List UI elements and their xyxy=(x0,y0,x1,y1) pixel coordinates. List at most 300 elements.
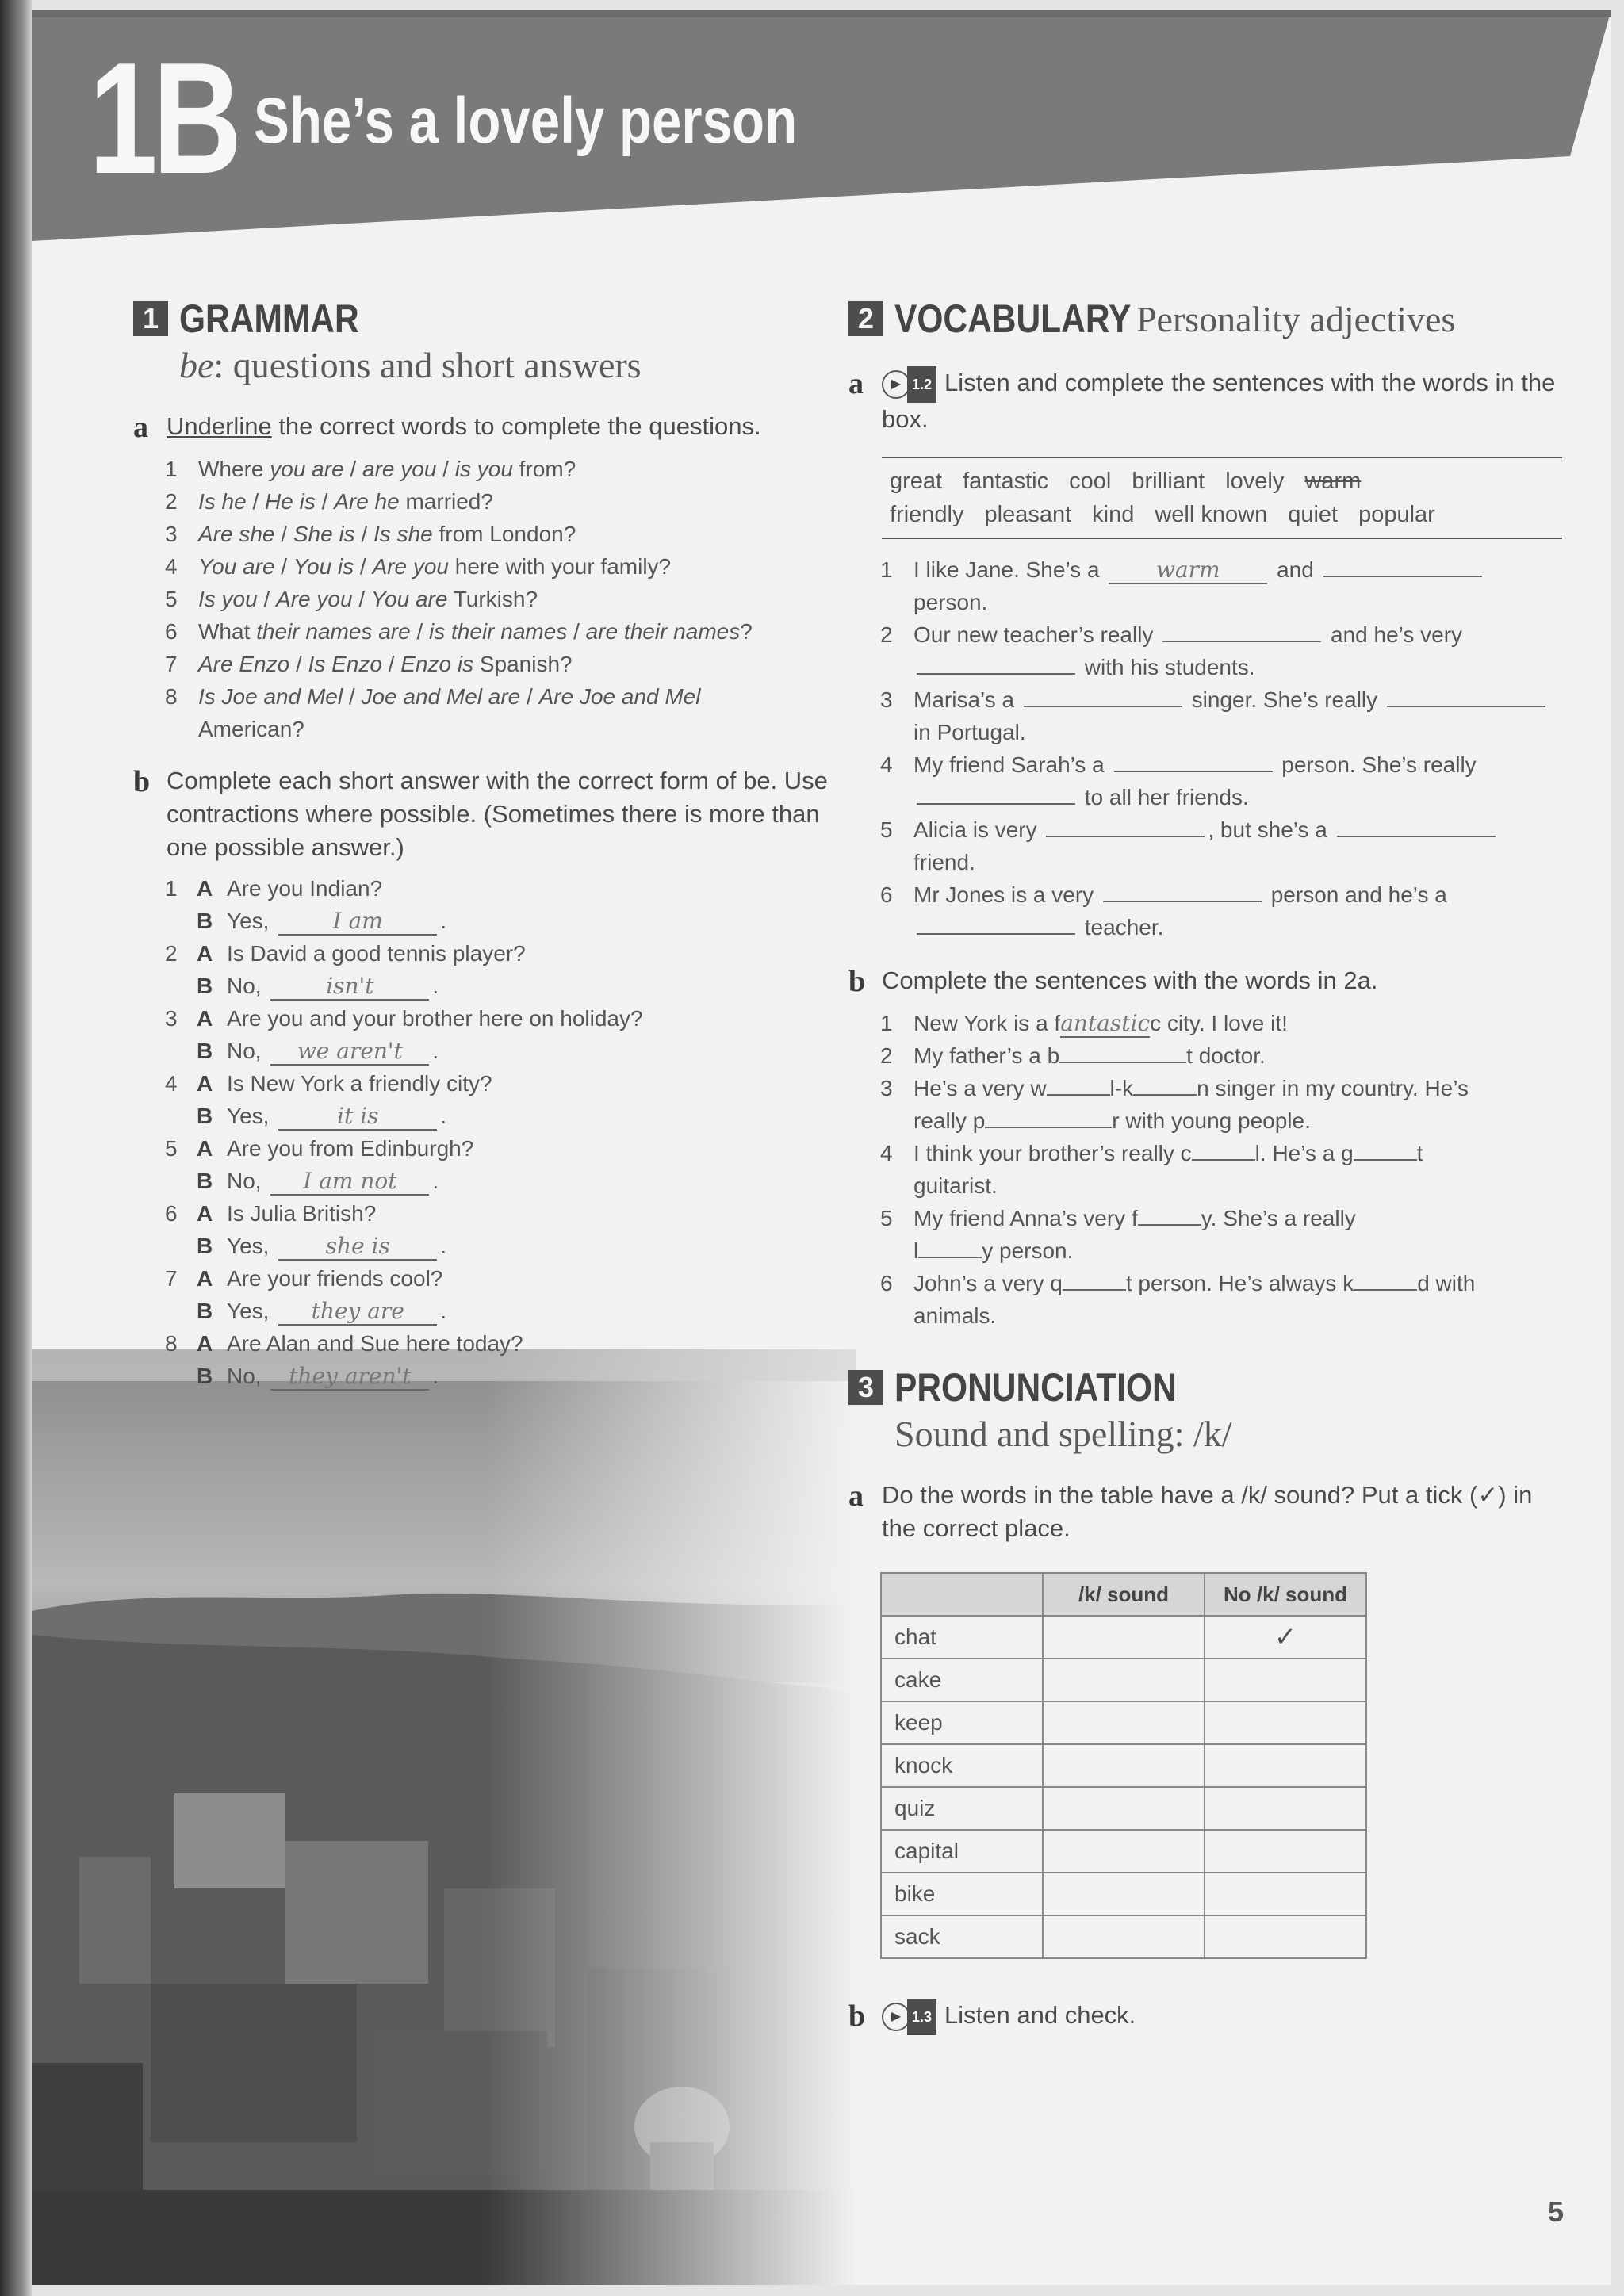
question-text: Are she / She is / Is she from London? xyxy=(198,522,576,546)
question-row xyxy=(133,1262,847,1295)
pronunciation-section xyxy=(848,1364,1562,2035)
sentence-text: My friend Anna’s very f y. She’s a really xyxy=(914,1206,1356,1230)
word-cell: sack xyxy=(881,1915,1043,1958)
answer-blank[interactable] xyxy=(985,1127,1048,1128)
table-row xyxy=(881,1701,1366,1744)
word-option: warm xyxy=(1304,469,1362,494)
city-illustration xyxy=(32,1349,856,2285)
question-item xyxy=(133,550,847,583)
question-text: Are your friends cool? xyxy=(227,1266,443,1291)
sentence-item xyxy=(848,1234,1562,1267)
answer-row xyxy=(133,1295,847,1327)
k-sound-cell[interactable] xyxy=(1043,1659,1205,1701)
question-text: Is Julia British? xyxy=(227,1201,377,1226)
sentence-item xyxy=(848,813,1562,846)
option-text[interactable]: Are he xyxy=(334,489,400,514)
sentence-item xyxy=(848,1267,1562,1299)
audio-track-button[interactable]: ▶ 1.3 xyxy=(882,1999,936,2035)
word-box xyxy=(882,457,1562,539)
sentence-item xyxy=(848,748,1562,781)
item-number: 7 xyxy=(165,652,178,676)
sentence-text: Alicia is very , but she’s a xyxy=(914,813,1499,846)
answer-text: Yes, I am . xyxy=(227,908,447,934)
answer-blank[interactable]: I am not xyxy=(270,1169,429,1196)
question-item xyxy=(133,615,847,648)
table-header: No /k/ sound xyxy=(1205,1573,1366,1616)
answer-text: No, I am not . xyxy=(227,1168,439,1194)
question-item xyxy=(133,518,847,550)
section-subtitle: be: questions and short answers xyxy=(179,345,642,385)
table-row xyxy=(881,1873,1366,1915)
answer-blank[interactable] xyxy=(1046,836,1205,837)
option-text[interactable]: Are you xyxy=(372,554,449,579)
sentence-text: I like Jane. She’s a warm and person. xyxy=(914,553,1562,618)
answer-blank[interactable] xyxy=(1133,1094,1197,1096)
sentence-text: He’s a very w l-k n singer in my country. He’s xyxy=(914,1076,1469,1100)
no-k-sound-cell[interactable] xyxy=(1205,1659,1366,1701)
task-a xyxy=(848,1479,1562,1545)
sentence-list xyxy=(848,553,1562,943)
speaker-label: B xyxy=(197,1299,213,1323)
item-number xyxy=(133,1230,197,1262)
no-k-sound-cell[interactable]: ✓ xyxy=(1205,1616,1366,1659)
question-item-continuation xyxy=(133,713,847,745)
section-number: 2 xyxy=(848,301,883,336)
question-item xyxy=(133,485,847,518)
task-letter: b xyxy=(133,765,151,798)
option-text[interactable]: Is she xyxy=(373,522,433,546)
section-title: PRONUNCIATION xyxy=(894,1365,1177,1410)
item-number: 1 xyxy=(880,557,893,582)
no-k-sound-cell[interactable] xyxy=(1205,1830,1366,1873)
sentence-text: in Portugal. xyxy=(914,720,1026,744)
speaker-label: A xyxy=(197,1071,213,1096)
answer-text: Yes, they are . xyxy=(227,1298,447,1324)
question-text: You are / You is / Are you here with your family? xyxy=(198,554,672,579)
item-number: 8 xyxy=(165,1331,178,1356)
sentence-item xyxy=(848,878,1562,911)
sentence-item xyxy=(848,1104,1562,1137)
sentence-text: My friend Sarah’s a person. She’s really xyxy=(914,752,1477,777)
answer-blank[interactable] xyxy=(1162,641,1321,642)
sentence-text: animals. xyxy=(914,1303,997,1328)
sentence-item xyxy=(848,553,1562,618)
edinburgh-photo xyxy=(32,1349,856,2285)
option-text[interactable]: are their names xyxy=(585,619,741,644)
option-text[interactable]: He is xyxy=(265,489,316,514)
table-row xyxy=(881,1744,1366,1787)
answer-text: Yes, it is . xyxy=(227,1103,447,1129)
item-number: 6 xyxy=(165,1201,178,1226)
speaker-label: A xyxy=(197,1331,213,1356)
item-number xyxy=(848,1104,914,1137)
table-row xyxy=(881,1659,1366,1701)
answer-blank[interactable]: it is xyxy=(278,1104,437,1131)
answer-blank[interactable] xyxy=(1138,1224,1201,1226)
word-option: pleasant xyxy=(984,502,1072,527)
k-sound-cell[interactable] xyxy=(1043,1616,1205,1659)
sentence-text: John’s a very q t person. He’s always k d with xyxy=(914,1271,1476,1295)
word-cell: bike xyxy=(881,1873,1043,1915)
speaker-label: B xyxy=(197,1039,213,1063)
speaker-label: A xyxy=(197,941,213,966)
task-b xyxy=(133,764,847,864)
word-option: fantastic xyxy=(963,469,1049,494)
sentence-text: with his students. xyxy=(914,651,1255,683)
question-text: What their names are / is their names / are their names? xyxy=(198,619,753,644)
answer-row xyxy=(133,1165,847,1197)
answer-blank[interactable]: they are xyxy=(278,1299,437,1326)
option-text[interactable]: Is Enzo xyxy=(308,652,382,676)
task-a xyxy=(848,366,1562,436)
item-number: 4 xyxy=(165,554,178,579)
question-text: Where you are / are you / is you from? xyxy=(198,457,576,481)
task-letter: b xyxy=(848,1999,866,2033)
answer-blank[interactable] xyxy=(1354,1159,1417,1161)
play-icon: ▶ xyxy=(882,370,910,399)
question-row xyxy=(133,1067,847,1100)
sentence-text: Mr Jones is a very person and he’s a xyxy=(914,882,1447,907)
option-text[interactable]: you are xyxy=(270,457,344,481)
question-text: American? xyxy=(198,717,304,741)
k-sound-cell[interactable] xyxy=(1043,1830,1205,1873)
answer-text: No, they aren't . xyxy=(227,1363,439,1389)
table-row xyxy=(881,1915,1366,1958)
answer-blank[interactable]: they aren't xyxy=(270,1364,429,1391)
answer-blank[interactable]: antastic xyxy=(1060,1010,1151,1036)
answer-blank[interactable] xyxy=(1024,706,1182,707)
item-number: 4 xyxy=(880,752,893,777)
no-k-sound-cell[interactable] xyxy=(1205,1701,1366,1744)
sentence-text: I think your brother’s really c l. He’s a g t xyxy=(914,1141,1423,1165)
answer-blank[interactable]: warm xyxy=(1109,557,1267,584)
speaker-label: B xyxy=(197,1104,213,1128)
no-k-sound-cell[interactable] xyxy=(1205,1915,1366,1958)
sentence-item xyxy=(848,683,1562,716)
task-letter: a xyxy=(848,367,864,400)
item-number: 3 xyxy=(880,1076,893,1100)
item-number xyxy=(848,846,914,878)
option-text[interactable]: is you xyxy=(454,457,513,481)
option-text[interactable]: Are Joe and Mel xyxy=(538,684,701,709)
answer-blank[interactable] xyxy=(917,673,1075,675)
task-letter: b xyxy=(848,965,866,998)
sentence-text: really p r with young people. xyxy=(914,1108,1311,1133)
item-number: 7 xyxy=(165,1266,178,1291)
question-text: Is Joe and Mel / Joe and Mel are / Are Joe and Mel xyxy=(198,684,701,709)
workbook-page xyxy=(32,10,1611,2285)
answer-text: Yes, she is . xyxy=(227,1233,447,1259)
no-k-sound-cell[interactable] xyxy=(1205,1787,1366,1830)
sentence-item xyxy=(848,911,1562,943)
item-number: 2 xyxy=(165,941,178,966)
table-header: /k/ sound xyxy=(1043,1573,1205,1616)
table-row xyxy=(881,1616,1366,1659)
answer-blank[interactable]: she is xyxy=(278,1234,437,1261)
answer-row xyxy=(133,1035,847,1067)
answer-blank[interactable] xyxy=(1192,1159,1255,1161)
item-number: 5 xyxy=(880,1206,893,1230)
k-sound-cell[interactable] xyxy=(1043,1873,1205,1915)
option-text[interactable]: You are xyxy=(198,554,275,579)
answer-blank[interactable] xyxy=(917,803,1075,805)
item-number: 4 xyxy=(165,1071,178,1096)
option-text[interactable]: Is he xyxy=(198,489,247,514)
k-sound-cell[interactable] xyxy=(1043,1915,1205,1958)
page-number: 5 xyxy=(1524,2180,1588,2244)
word-option: lovely xyxy=(1225,469,1285,494)
item-number: 5 xyxy=(880,817,893,842)
option-text[interactable]: are you xyxy=(362,457,437,481)
item-number: 2 xyxy=(880,622,893,647)
word-cell: capital xyxy=(881,1830,1043,1873)
answer-blank[interactable]: we aren't xyxy=(270,1039,429,1066)
item-number: 5 xyxy=(165,1136,178,1161)
answer-blank[interactable] xyxy=(1387,706,1545,707)
item-number: 2 xyxy=(880,1043,893,1068)
sentence-item xyxy=(848,781,1562,813)
question-item xyxy=(133,648,847,680)
item-number: 1 xyxy=(165,876,178,901)
question-text: Are you Indian? xyxy=(227,876,383,901)
section-subtitle: Sound and spelling: /k/ xyxy=(894,1414,1232,1454)
word-cell: quiz xyxy=(881,1787,1043,1830)
speaker-label: B xyxy=(197,1364,213,1388)
answer-blank[interactable] xyxy=(917,933,1075,935)
answer-blank[interactable] xyxy=(1059,1062,1123,1063)
sentence-text: New York is a fantasticc city. I love it! xyxy=(914,1010,1288,1036)
word-option: brilliant xyxy=(1132,469,1205,494)
section-number: 3 xyxy=(848,1370,883,1405)
item-number: 3 xyxy=(165,522,178,546)
item-number xyxy=(848,1234,914,1267)
k-sound-cell[interactable] xyxy=(1043,1787,1205,1830)
word-option: friendly xyxy=(890,502,964,527)
option-text[interactable]: their names are xyxy=(256,619,411,644)
item-number xyxy=(848,1169,914,1202)
speaker-label: B xyxy=(197,1234,213,1258)
speaker-label: B xyxy=(197,974,213,998)
sentence-text: to all her friends. xyxy=(914,781,1249,813)
unit-title: She’s a lovely person xyxy=(254,85,798,157)
speaker-label: A xyxy=(197,1136,213,1161)
option-text[interactable]: She is xyxy=(293,522,355,546)
answer-row xyxy=(133,1230,847,1262)
item-number xyxy=(848,1299,914,1332)
answer-row xyxy=(133,905,847,937)
sentence-item xyxy=(848,846,1562,878)
task-instruction: Underline the correct words to complete the questions. xyxy=(167,412,761,440)
sentence-item xyxy=(848,716,1562,748)
answer-row xyxy=(133,1360,847,1392)
question-text: Is he / He is / Are he married? xyxy=(198,489,493,514)
word-option: cool xyxy=(1069,469,1112,494)
answer-row xyxy=(133,970,847,1002)
book-spine xyxy=(0,0,32,2296)
option-text[interactable]: is their names xyxy=(429,619,568,644)
item-number: 1 xyxy=(880,1011,893,1035)
task-letter: a xyxy=(848,1479,864,1513)
section-title: VOCABULARY xyxy=(894,297,1132,341)
option-text[interactable]: Are you xyxy=(276,587,353,611)
answer-blank[interactable] xyxy=(1123,1062,1186,1063)
short-answer-list xyxy=(133,872,847,1392)
sentence-item xyxy=(848,1299,1562,1332)
question-item xyxy=(133,680,847,713)
question-text: Is you / Are you / You are Turkish? xyxy=(198,587,538,611)
item-number xyxy=(133,1360,197,1392)
answer-blank[interactable] xyxy=(1354,1289,1417,1291)
item-number xyxy=(133,905,197,937)
task-letter: a xyxy=(133,411,148,444)
task-a xyxy=(133,410,847,445)
table-row xyxy=(881,1787,1366,1830)
task-instruction: ▶ 1.2 Listen and complete the sentences with the words in the box. xyxy=(882,366,1562,436)
sentence-item xyxy=(848,1137,1562,1169)
audio-track-button[interactable]: ▶ 1.2 xyxy=(882,366,936,403)
sentence-text: Marisa’s a singer. She’s really xyxy=(914,683,1549,716)
sentence-text: teacher. xyxy=(914,911,1163,943)
speaker-label: B xyxy=(197,909,213,933)
speaker-label: A xyxy=(197,1201,213,1226)
unit-number: 1B xyxy=(89,30,237,207)
item-number: 1 xyxy=(165,457,178,481)
speaker-label: A xyxy=(197,1266,213,1291)
item-number xyxy=(848,911,914,943)
no-k-sound-cell[interactable] xyxy=(1205,1873,1366,1915)
sentence-item xyxy=(848,1007,1562,1039)
sentence-text: My father’s a b t doctor. xyxy=(914,1043,1266,1068)
answer-blank[interactable] xyxy=(1063,1289,1126,1291)
sentence-text: Our new teacher’s really and he’s very xyxy=(914,622,1463,647)
option-text[interactable]: Joe and Mel are xyxy=(361,684,521,709)
task-instruction: Do the words in the table have a /k/ sound? Put a tick (✓) in the correct place. xyxy=(882,1481,1533,1542)
answer-blank[interactable]: isn't xyxy=(270,974,429,1001)
task-instruction: Complete the sentences with the words in 2a. xyxy=(882,966,1378,994)
word-option: kind xyxy=(1092,502,1135,527)
word-option: quiet xyxy=(1288,502,1339,527)
sentence-item xyxy=(848,1039,1562,1072)
answer-blank[interactable] xyxy=(1337,836,1496,837)
sentence-item xyxy=(848,1202,1562,1234)
sentence-text: l y person. xyxy=(914,1238,1074,1263)
question-text: Are you and your brother here on holiday? xyxy=(227,1006,643,1031)
sentence-text: friend. xyxy=(914,850,975,874)
sentence-item xyxy=(848,1072,1562,1104)
section-number: 1 xyxy=(133,301,168,336)
question-text: Are you from Edinburgh? xyxy=(227,1136,474,1161)
item-number xyxy=(133,1295,197,1327)
option-text[interactable]: Is you xyxy=(198,587,258,611)
question-list xyxy=(133,453,847,745)
item-number xyxy=(133,970,197,1002)
item-number: 4 xyxy=(880,1141,893,1165)
item-number: 5 xyxy=(165,587,178,611)
answer-blank[interactable]: I am xyxy=(278,909,437,936)
speaker-label: B xyxy=(197,1169,213,1193)
item-number: 6 xyxy=(165,619,178,644)
sentence-item xyxy=(848,1169,1562,1202)
item-number: 6 xyxy=(880,1271,893,1295)
task-instruction: ▶ 1.3 Listen and check. xyxy=(882,1999,1136,2035)
answer-row xyxy=(133,1100,847,1132)
question-row xyxy=(133,1327,847,1360)
question-row xyxy=(133,872,847,905)
answer-blank[interactable] xyxy=(1114,771,1273,772)
item-number xyxy=(133,1035,197,1067)
item-number xyxy=(848,651,914,683)
question-text: Are Alan and Sue here today? xyxy=(227,1331,523,1356)
task-b xyxy=(848,964,1562,999)
item-number: 2 xyxy=(165,489,178,514)
sentence-item xyxy=(848,651,1562,683)
speaker-label: A xyxy=(197,876,213,901)
table-header-empty xyxy=(881,1573,1043,1616)
option-text[interactable]: Are she xyxy=(198,522,275,546)
task-instruction: Complete each short answer with the correct form of be. Use contractions where possible. (Sometimes there is more than one possible answer.) xyxy=(167,767,828,861)
item-number xyxy=(133,713,198,745)
option-text[interactable]: Are Enzo xyxy=(198,652,290,676)
answer-blank[interactable] xyxy=(1047,1094,1110,1096)
option-text[interactable]: Enzo is xyxy=(400,652,474,676)
section-subtitle: Personality adjectives xyxy=(1136,298,1456,339)
speaker-label: A xyxy=(197,1006,213,1031)
no-k-sound-cell[interactable] xyxy=(1205,1744,1366,1787)
question-text: Is New York a friendly city? xyxy=(227,1071,492,1096)
question-text: Are Enzo / Is Enzo / Enzo is Spanish? xyxy=(198,652,573,676)
option-text[interactable]: Is Joe and Mel xyxy=(198,684,343,709)
k-sound-cell[interactable] xyxy=(1043,1744,1205,1787)
answer-blank[interactable] xyxy=(1103,901,1262,902)
answer-blank[interactable] xyxy=(918,1257,982,1258)
question-item xyxy=(133,453,847,485)
item-number xyxy=(133,1165,197,1197)
item-number xyxy=(848,716,914,748)
answer-blank[interactable] xyxy=(1323,576,1482,577)
item-number xyxy=(133,1100,197,1132)
item-number: 3 xyxy=(165,1006,178,1031)
answer-text: No, we aren't . xyxy=(227,1038,439,1064)
answer-blank[interactable] xyxy=(1048,1127,1112,1128)
word-cell: chat xyxy=(881,1616,1043,1659)
word-option: popular xyxy=(1358,502,1435,527)
question-row xyxy=(133,1002,847,1035)
answer-text: No, isn't . xyxy=(227,973,439,999)
item-number xyxy=(848,781,914,813)
task-b xyxy=(848,1999,1562,2035)
word-cell: knock xyxy=(881,1744,1043,1787)
unit-banner xyxy=(32,10,1611,247)
sentence-text: guitarist. xyxy=(914,1173,998,1198)
item-number: 8 xyxy=(165,684,178,709)
question-row xyxy=(133,1197,847,1230)
word-option: great xyxy=(890,469,943,494)
word-option: well known xyxy=(1155,502,1268,527)
option-text[interactable]: You are xyxy=(370,587,448,611)
k-sound-cell[interactable] xyxy=(1043,1701,1205,1744)
question-item xyxy=(133,583,847,615)
option-text[interactable]: You is xyxy=(293,554,354,579)
item-number: 6 xyxy=(880,882,893,907)
vocabulary-section xyxy=(848,295,1562,2035)
question-text: Is David a good tennis player? xyxy=(227,941,526,966)
sound-table xyxy=(880,1572,1367,1959)
item-number: 3 xyxy=(880,687,893,712)
sentence-list xyxy=(848,1007,1562,1332)
word-cell: keep xyxy=(881,1701,1043,1744)
word-cell: cake xyxy=(881,1659,1043,1701)
grammar-section xyxy=(133,295,847,1392)
